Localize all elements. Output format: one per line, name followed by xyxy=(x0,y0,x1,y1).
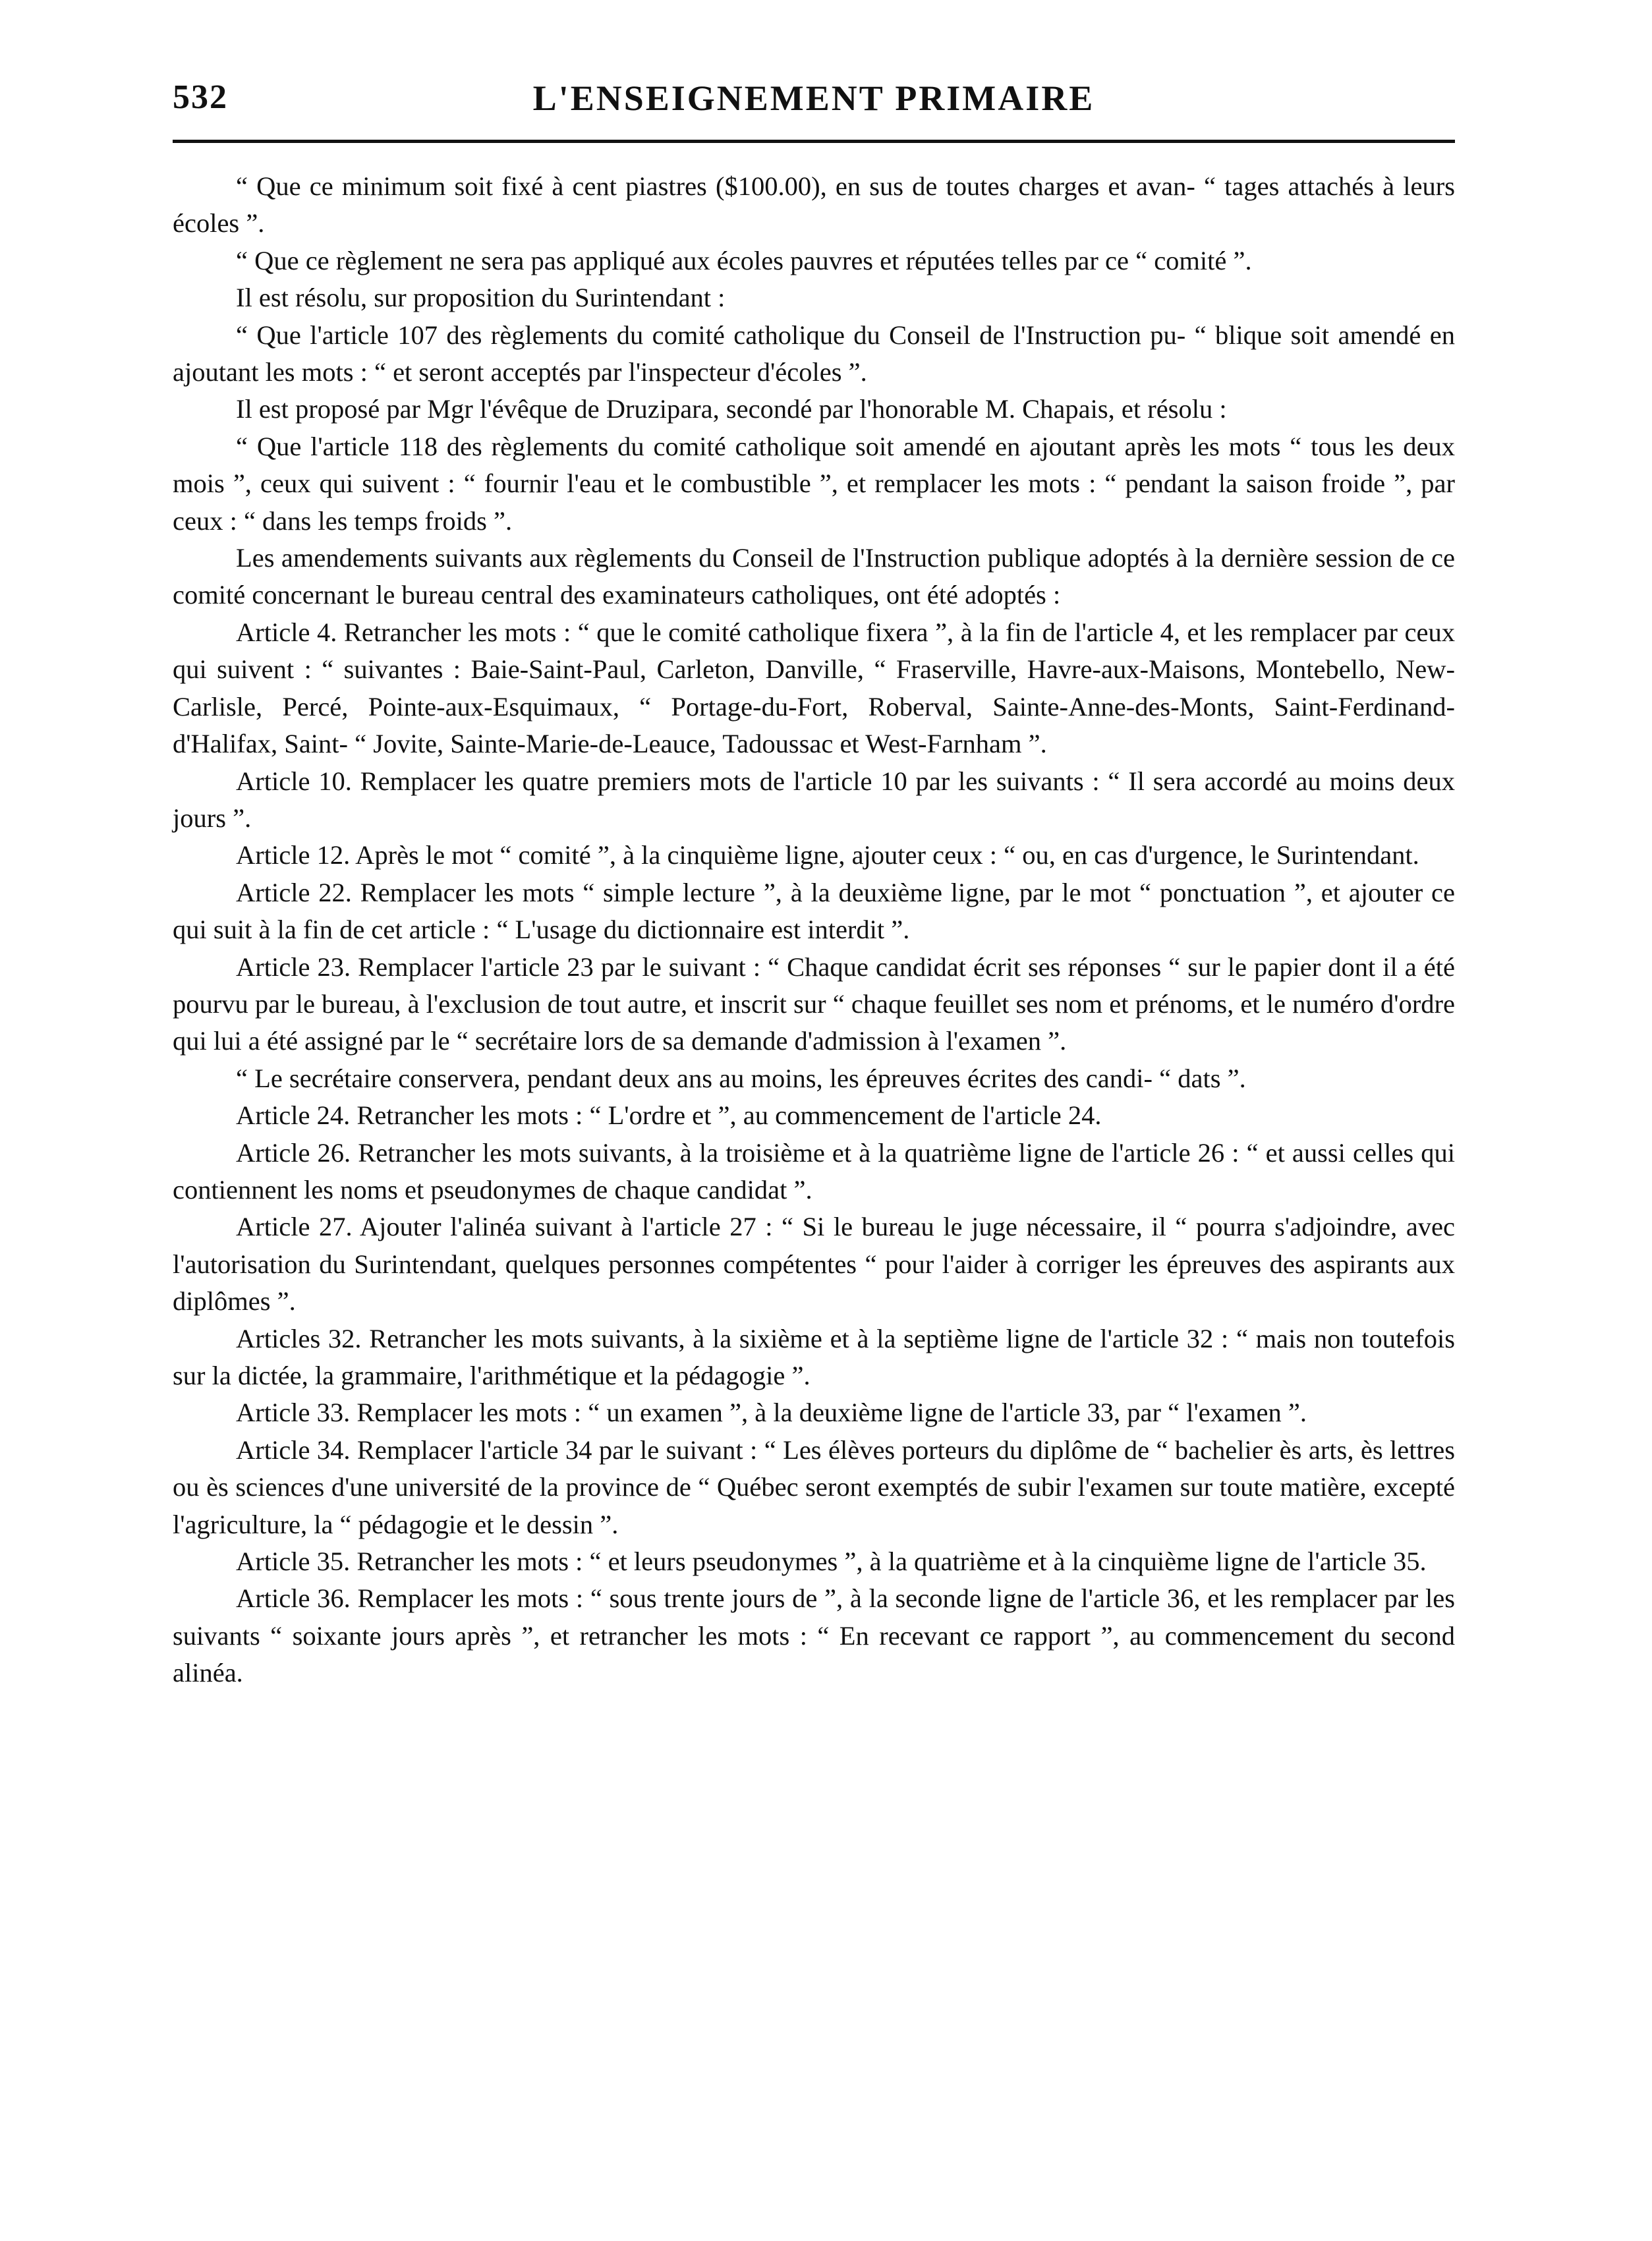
paragraph: Article 10. Remplacer les quatre premiers mots de l'article 10 par les suivants : “ Il sera accordé au moins deux jours ”. xyxy=(173,766,1455,833)
paragraph: Article 4. Retrancher les mots : “ que le comité catholique fixera ”, à la fin de l'article 4, et les remplacer par ceux qui suivent : “ suivantes : Baie-Saint-Paul, Carleton, Danville, “ Fraserville, Havre-aux-Maisons, Montebello, New-Carlisle, Percé, Pointe-aux-Esquimaux, “ Portage-du-Fort, Roberval, Sainte-Anne-des-Monts, Saint-Ferdinand-d'Halifax, Saint- “ Jovite, Sainte-Marie-de-Leauce, Tadoussac et West-Farnham ”. xyxy=(173,617,1455,759)
paragraph: Article 22. Remplacer les mots “ simple lecture ”, à la deuxième ligne, par le mot “ ponctuation ”, et ajouter ce qui suit à la fin de cet article : “ L'usage du dictionnaire est interdit ”. xyxy=(173,877,1455,945)
paragraph: Il est résolu, sur proposition du Surintendant : xyxy=(236,283,726,313)
page-header xyxy=(173,78,1455,124)
page-number: 532 xyxy=(173,78,228,116)
paragraph: Article 23. Remplacer l'article 23 par le suivant : “ Chaque candidat écrit ses réponses “ sur le papier dont il a été pourvu par le bureau, à l'exclusion de tout autre, et inscrit sur “ chaque feuillet ses nom et prénoms, et le numéro d'ordre qui lui a été assigné par le “ secrétaire lors de sa demande d'admission à l'examen ”. xyxy=(173,951,1455,1056)
paragraph: “ Que ce minimum soit fixé à cent piastres ($100.00), en sus de toutes charges et avan- “ tages attachés à leurs écoles ”. xyxy=(173,171,1455,239)
body-text xyxy=(173,168,1455,1692)
paragraph: Article 35. Retrancher les mots : “ et leurs pseudonymes ”, à la quatrième et à la cinquième ligne de l'article 35. xyxy=(236,1546,1427,1577)
paragraph: Article 12. Après le mot “ comité ”, à la cinquième ligne, ajouter ceux : “ ou, en cas d'urgence, le Surintendant. xyxy=(236,840,1419,870)
paragraph: “ Que l'article 107 des règlements du comité catholique du Conseil de l'Instruction pu- “ blique soit amendé en ajoutant les mots : “ et seront acceptés par l'inspecteur d'écoles ”. xyxy=(173,320,1455,387)
page xyxy=(173,78,1455,1692)
paragraph: Article 34. Remplacer l'article 34 par le suivant : “ Les élèves porteurs du diplôme de “ bachelier ès arts, ès lettres ou ès sciences d'une université de la province de “ Québec seront exemptés de subir l'examen sur toute matière, excepté l'agriculture, la “ pédagogie et le dessin ”. xyxy=(173,1434,1455,1539)
paragraph: Article 27. Ajouter l'alinéa suivant à l'article 27 : “ Si le bureau le juge nécessaire, il “ pourra s'adjoindre, avec l'autorisation du Surintendant, quelques personnes compétentes “ pour l'aider à corriger les épreuves des aspirants aux diplômes ”. xyxy=(173,1212,1455,1317)
paragraph: Article 36. Remplacer les mots : “ sous trente jours de ”, à la seconde ligne de l'article 36, et les remplacer par les suivants “ soixante jours après ”, et retrancher les mots : “ En recevant ce rapport ”, au commencement du second alinéa. xyxy=(173,1583,1455,1688)
paragraph: “ Que ce règlement ne sera pas appliqué aux écoles pauvres et réputées telles par ce “ comité ”. xyxy=(236,245,1252,275)
paragraph: Article 24. Retrancher les mots : “ L'ordre et ”, au commencement de l'article 24. xyxy=(236,1100,1102,1131)
paragraph: Il est proposé par Mgr l'évêque de Druzipara, secondé par l'honorable M. Chapais, et résolu : xyxy=(236,394,1227,424)
paragraph: Article 26. Retrancher les mots suivants, à la troisième et à la quatrième ligne de l'article 26 : “ et aussi celles qui contiennent les noms et pseudonymes de chaque candidat ”. xyxy=(173,1137,1455,1205)
paragraph: Articles 32. Retrancher les mots suivants, à la sixième et à la septième ligne de l'article 32 : “ mais non toutefois sur la dictée, la grammaire, l'arithmétique et la pédagogie ”. xyxy=(173,1323,1455,1390)
running-title: L'ENSEIGNEMENT PRIMAIRE xyxy=(532,78,1095,118)
paragraph: “ Que l'article 118 des règlements du comité catholique soit amendé en ajoutant après les mots “ tous les deux mois ”, ceux qui suivent : “ fournir l'eau et le combustible ”, et remplacer les mots : “ pendant la saison froide ”, par ceux : “ dans les temps froids ”. xyxy=(173,431,1455,536)
paragraph: Article 33. Remplacer les mots : “ un examen ”, à la deuxième ligne de l'article 33, par “ l'examen ”. xyxy=(236,1398,1307,1428)
paragraph: Les amendements suivants aux règlements du Conseil de l'Instruction publique adoptés à la dernière session de ce comité concernant le bureau central des examinateurs catholiques, ont été adoptés : xyxy=(173,543,1455,610)
paragraph: “ Le secrétaire conservera, pendant deux ans au moins, les épreuves écrites des candi- “ dats ”. xyxy=(236,1063,1246,1093)
header-rule xyxy=(173,140,1455,143)
